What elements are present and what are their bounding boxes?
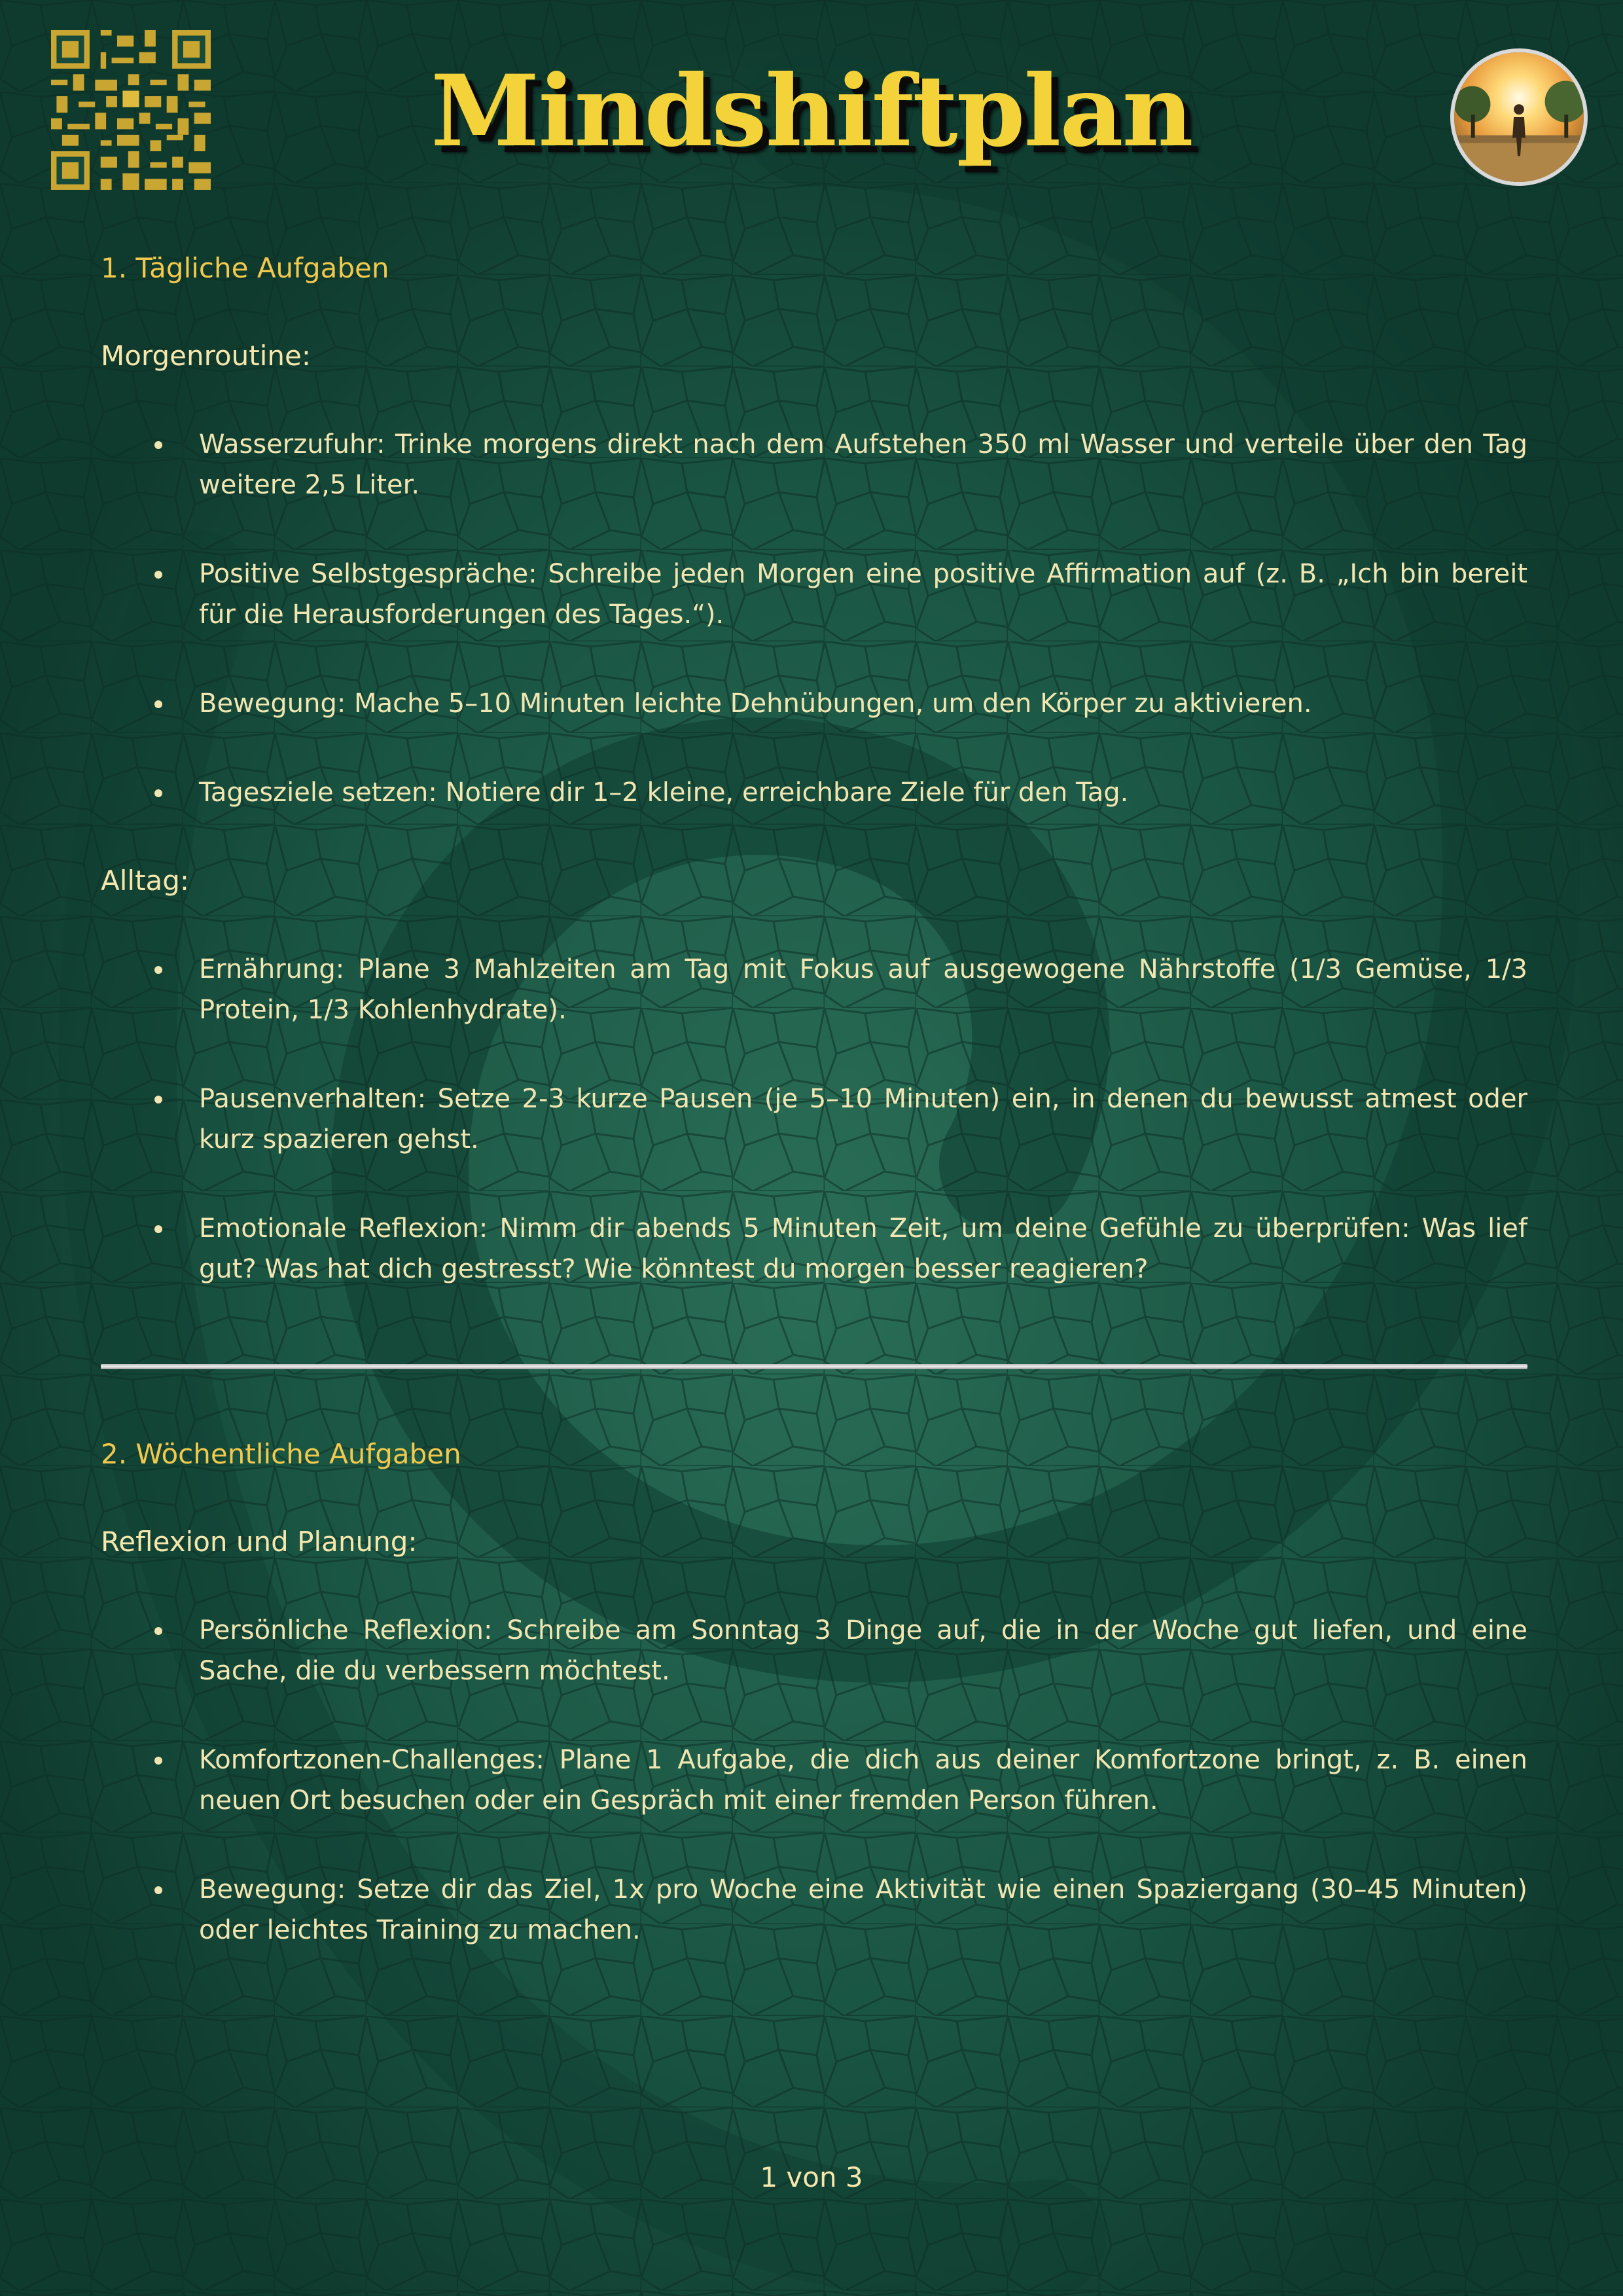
list-item	[101, 683, 1527, 724]
reflection-planning-list	[101, 1610, 1527, 1950]
list-item	[101, 554, 1527, 635]
list-item-text: Bewegung: Setze dir das Ziel, 1x pro Woche eine Aktivität wie einen Spaziergang (30–45 Minuten) oder leichtes Training zu machen.	[199, 1874, 1527, 1945]
group-heading-reflection-planning: Reflexion und Planung:	[101, 1526, 418, 1558]
sunrise-person-icon	[1454, 52, 1584, 182]
list-item-text: Positive Selbstgespräche: Schreibe jeden Morgen eine positive Affirmation auf (z. B. „Ich bin bereit für die Herausforderungen des Tages.“).	[199, 559, 1527, 630]
bullet-icon	[154, 966, 162, 974]
bullet-icon	[154, 1096, 162, 1103]
list-item-text: Bewegung: Mache 5–10 Minuten leichte Dehnübungen, um den Körper zu aktivieren.	[199, 689, 1312, 719]
main-content	[101, 249, 1527, 1950]
list-item	[101, 772, 1527, 813]
list-item	[101, 949, 1527, 1030]
list-item	[101, 1208, 1527, 1289]
avatar	[1450, 48, 1588, 186]
list-item-text: Emotionale Reflexion: Nimm dir abends 5 Minuten Zeit, um deine Gefühle zu überprüfen: Was lief gut? Was hat dich gestresst? Wie könntest du morgen besser reagieren?	[199, 1213, 1527, 1284]
group-heading-everyday: Alltag:	[101, 865, 190, 897]
page-number: 1 von 3	[760, 2161, 863, 2193]
list-item	[101, 424, 1527, 505]
list-item-text: Komfortzonen-Challenges: Plane 1 Aufgabe, die dich aus deiner Komfortzone bringt, z. B. einen neuen Ort besuchen oder ein Gespräch mit einer fremden Person führen.	[199, 1745, 1527, 1816]
bullet-icon	[154, 1757, 162, 1765]
everyday-list	[101, 949, 1527, 1289]
list-item	[101, 1079, 1527, 1160]
bullet-icon	[154, 1886, 162, 1894]
list-item-text: Tagesziele setzen: Notiere dir 1–2 kleine, erreichbare Ziele für den Tag.	[199, 778, 1129, 808]
list-item	[101, 1740, 1527, 1821]
bullet-icon	[154, 571, 162, 579]
list-item-text: Pausenverhalten: Setze 2-3 kurze Pausen (je 5–10 Minuten) ein, in denen du bewusst atmest oder kurz spazieren gehst.	[199, 1084, 1527, 1155]
list-item-text: Wasserzufuhr: Trinke morgens direkt nach dem Aufstehen 350 ml Wasser und verteile über den Tag weitere 2,5 Liter.	[199, 429, 1527, 500]
bullet-icon	[154, 1225, 162, 1233]
bullet-icon	[154, 1627, 162, 1635]
bullet-icon	[154, 789, 162, 797]
bullet-icon	[154, 441, 162, 449]
list-item	[101, 1610, 1527, 1691]
section-divider	[101, 1364, 1527, 1369]
page-title: Mindshiftplan	[431, 54, 1192, 169]
list-item-text: Persönliche Reflexion: Schreibe am Sonntag 3 Dinge auf, die in der Woche gut liefen, und eine Sache, die du verbessern möchtest.	[199, 1615, 1527, 1686]
bullet-icon	[154, 700, 162, 708]
section-heading-weekly-tasks: 2. Wöchentliche Aufgaben	[101, 1438, 461, 1470]
morning-routine-list	[101, 424, 1527, 813]
section-heading-daily-tasks: 1. Tägliche Aufgaben	[101, 252, 389, 284]
list-item	[101, 1869, 1527, 1950]
list-item-text: Ernährung: Plane 3 Mahlzeiten am Tag mit Fokus auf ausgewogene Nährstoffe (1/3 Gemüse, 1/3 Protein, 1/3 Kohlenhydrate).	[199, 954, 1527, 1025]
group-heading-morning-routine: Morgenroutine:	[101, 340, 311, 372]
